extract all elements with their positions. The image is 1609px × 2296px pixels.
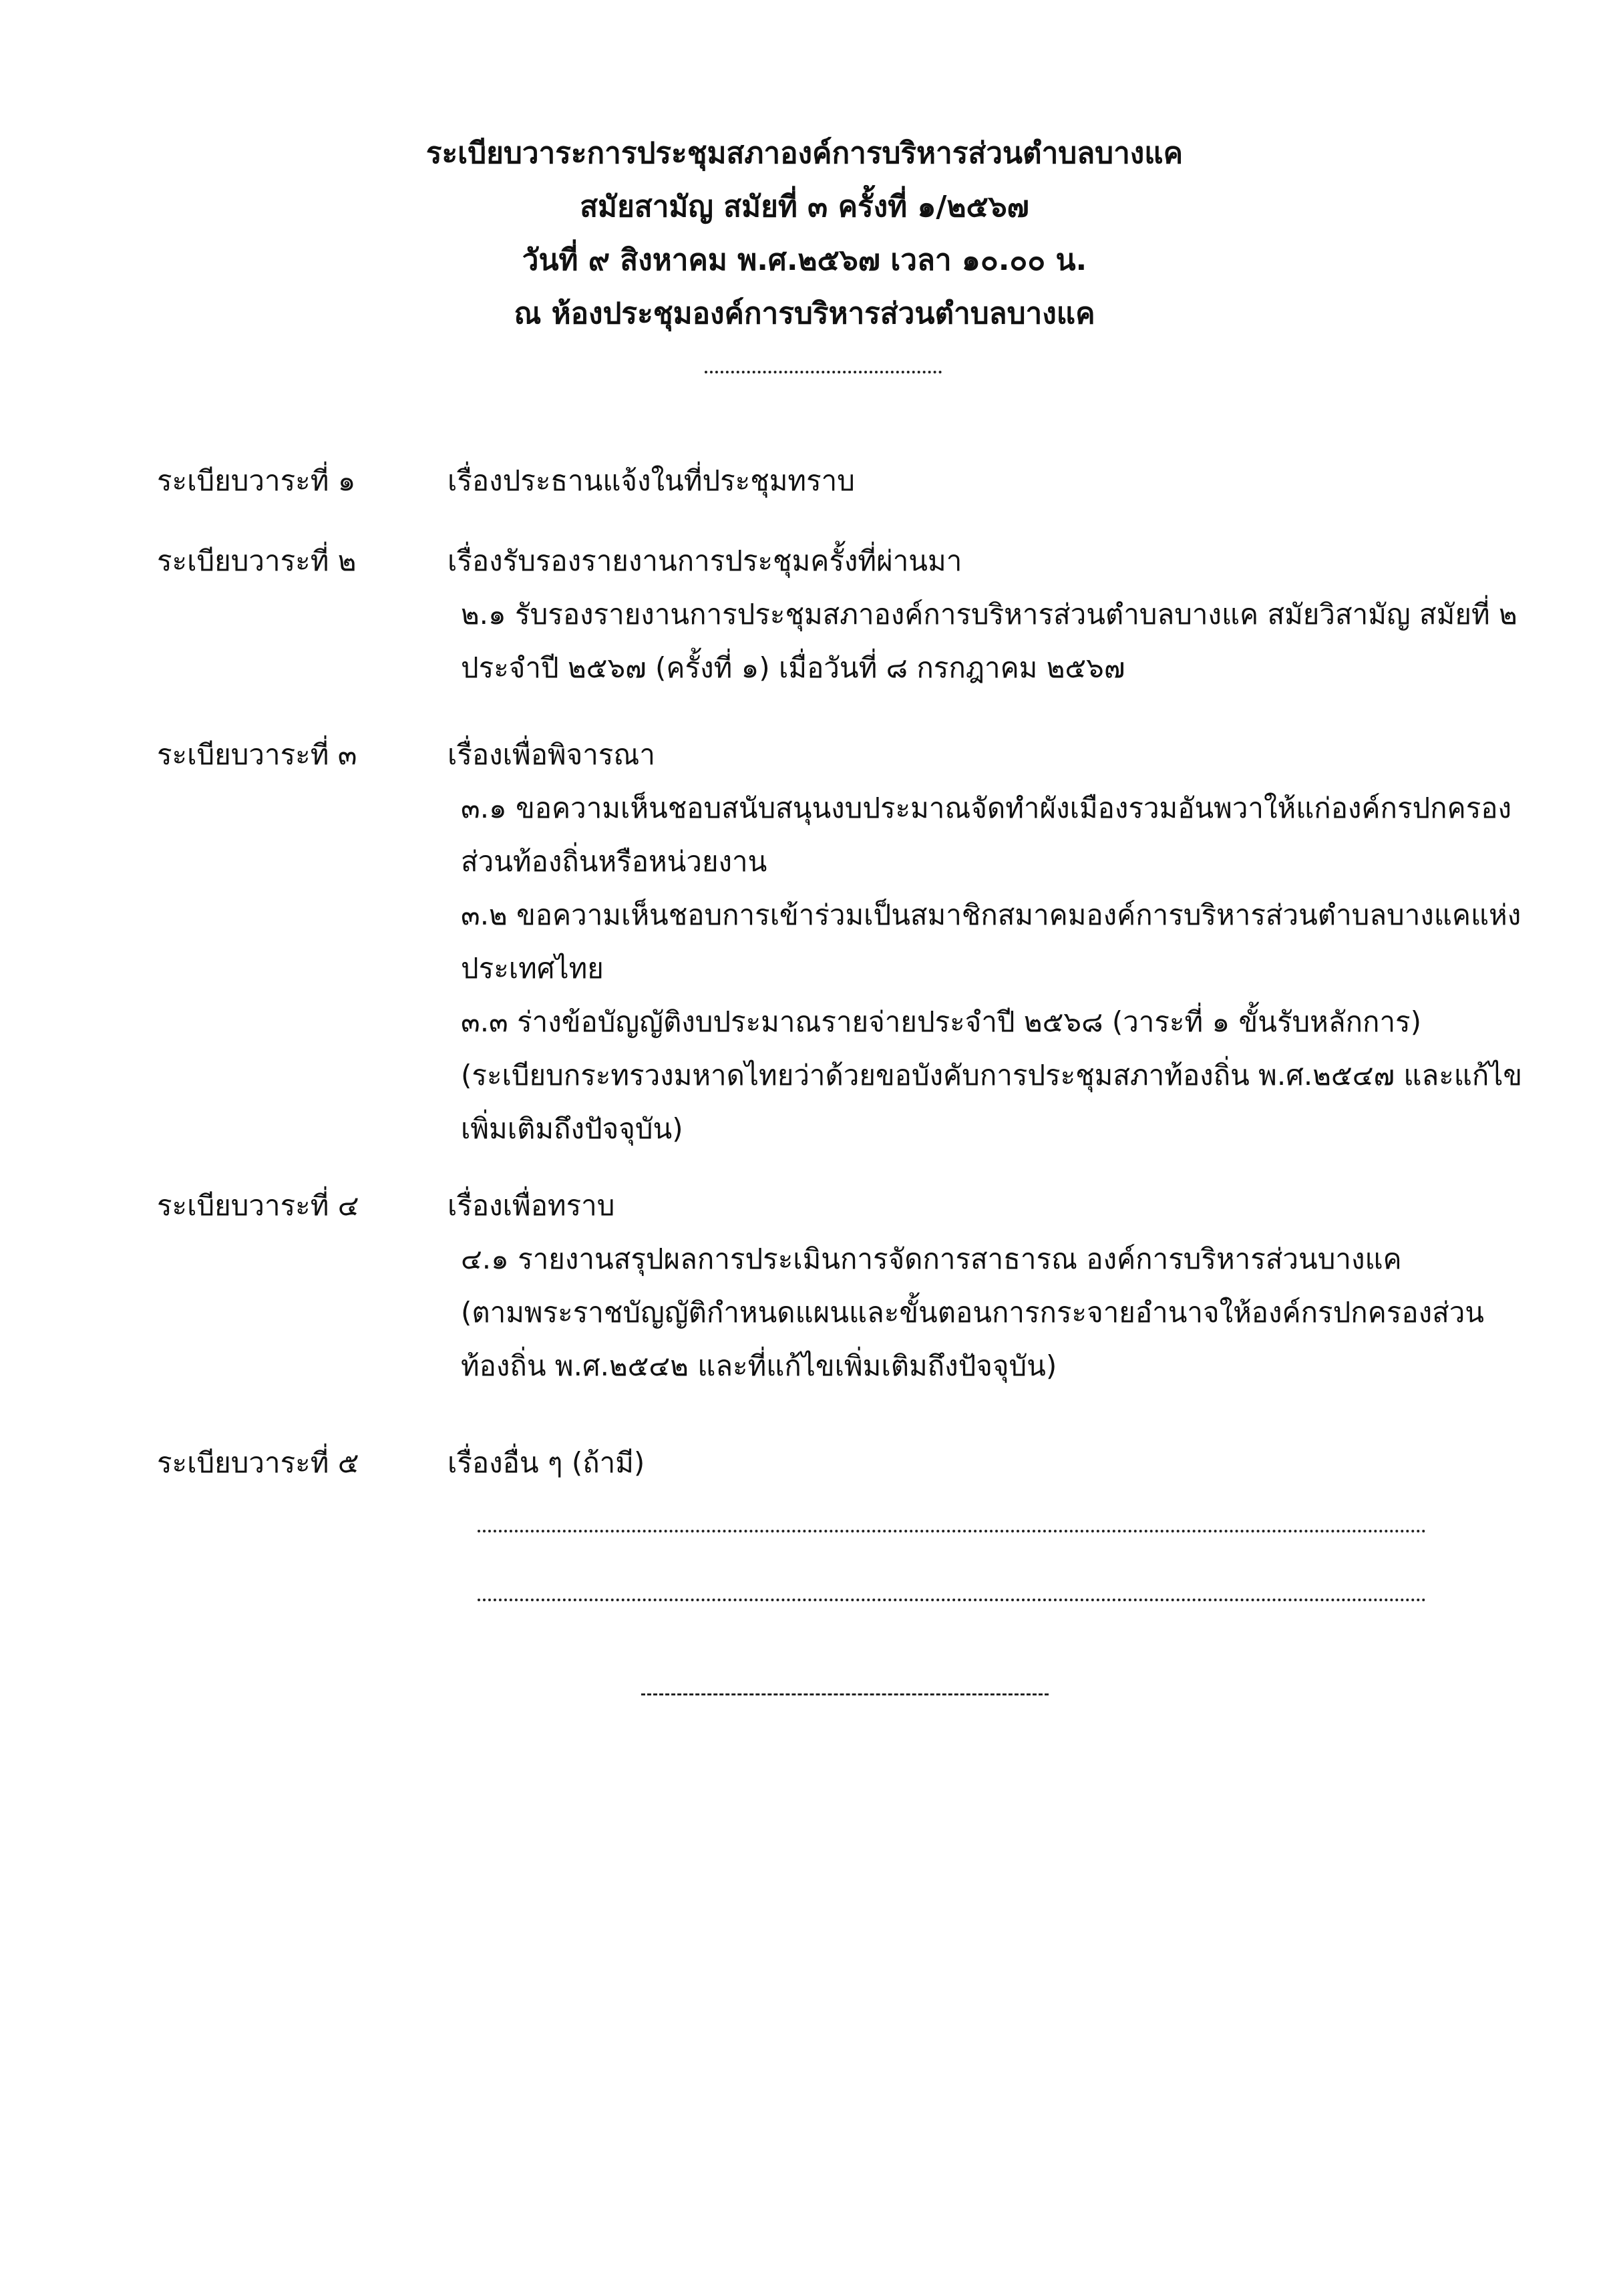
agenda-title: เรื่องประธานแจ้งในที่ประชุมทราบ (448, 464, 855, 497)
agenda-subitem: ๔.๑ รายงานสรุปผลการประเมินการจัดการสาธารณ องค์การบริหารส่วนบางแค (461, 1243, 1402, 1275)
agenda-label: ระเบียบวาระที่ ๒ (157, 544, 357, 577)
agenda-content (448, 454, 1516, 508)
agenda-subitem: ๓.๒ ขอความเห็นชอบการเข้าร่วมเป็นสมาชิกสมาคมองค์การบริหารส่วนตำบลบางแคแห่ง (461, 898, 1522, 931)
end-divider (641, 1693, 1049, 1695)
header-datetime: วันที่ ๙ สิงหาคม พ.ศ.๒๕๖๗ เวลา ๑๐.๐๐ น. (522, 243, 1087, 277)
agenda-title: เรื่องเพื่อทราบ (448, 1189, 615, 1222)
agenda-label: ระเบียบวาระที่ ๓ (157, 738, 357, 771)
agenda-subitem-continuation: ส่วนท้องถิ่นหรือหน่วยงาน (461, 845, 767, 878)
agenda-title: เรื่องรับรองรายงานการประชุมครั้งที่ผ่านมา (448, 544, 962, 577)
agenda-content (448, 534, 1516, 695)
agenda-subitem: ๒.๑ รับรองรายงานการประชุมสภาองค์การบริหารส่วนตำบลบางแค สมัยวิสามัญ สมัยที่ ๒ (461, 598, 1517, 631)
agenda-label: ระเบียบวาระที่ ๔ (157, 1189, 359, 1222)
agenda-label: ระเบียบวาระที่ ๑ (157, 464, 356, 497)
header-title: ระเบียบวาระการประชุมสภาองค์การบริหารส่วนตำบลบางแค (425, 136, 1184, 170)
blank-fill-line (478, 1530, 1426, 1532)
blank-fill-line (478, 1599, 1426, 1601)
agenda-title: เรื่องเพื่อพิจารณา (448, 738, 655, 771)
header-divider (705, 371, 942, 373)
header-location: ณ ห้องประชุมองค์การบริหารส่วนตำบลบางแค (514, 297, 1095, 331)
document-header (0, 127, 1609, 341)
agenda-subitem-continuation: เพิ่มเติมถึงปัจจุบัน) (461, 1112, 683, 1145)
agenda-content (448, 1179, 1516, 1393)
agenda-subitem-continuation: ประจำปี ๒๕๖๗ (ครั้งที่ ๑) เมื่อวันที่ ๘ กรกฎาคม ๒๕๖๗ (461, 651, 1125, 684)
agenda-subitem-continuation: ท้องถิ่น พ.ศ.๒๕๔๒ และที่แก้ไขเพิ่มเติมถึงปัจจุบัน) (461, 1349, 1057, 1382)
agenda-subitem: ๓.๑ ขอความเห็นชอบสนับสนุนงบประมาณจัดทำผังเมืองรวมอันพวาให้แก่องค์กรปกครอง (461, 792, 1511, 824)
agenda-content (448, 728, 1523, 1156)
agenda-subitem-continuation: (ระเบียบกระทรวงมหาดไทยว่าด้วยขอบังคับการประชุมสภาท้องถิ่น พ.ศ.๒๕๔๗ และแก้ไข (461, 1059, 1523, 1092)
header-session: สมัยสามัญ สมัยที่ ๓ ครั้งที่ ๑/๒๕๖๗ (580, 190, 1029, 224)
agenda-subitem: ๓.๓ ร่างข้อบัญญัติงบประมาณรายจ่ายประจำปี ๒๕๖๘ (วาระที่ ๑ ขั้นรับหลักการ) (461, 1005, 1421, 1038)
agenda-title: เรื่องอื่น ๆ (ถ้ามี) (448, 1446, 645, 1479)
agenda-subitem-continuation: (ตามพระราชบัญญัติกำหนดแผนและขั้นตอนการกระจายอำนาจให้องค์กรปกครองส่วน (461, 1296, 1485, 1329)
agenda-label: ระเบียบวาระที่ ๕ (157, 1446, 359, 1479)
agenda-subitem-continuation: ประเทศไทย (461, 952, 604, 985)
agenda-content (448, 1436, 1516, 1490)
